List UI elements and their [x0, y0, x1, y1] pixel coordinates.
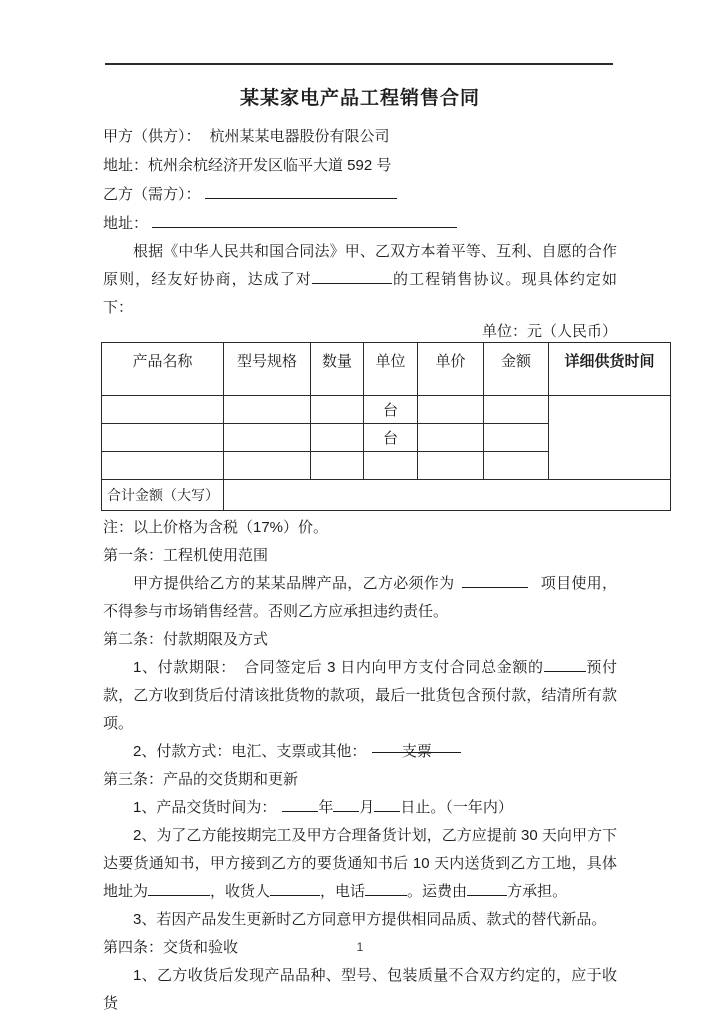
clause2-item2	[103, 738, 617, 766]
intro-text-after: 的工程销售协议。现具体约定如下：	[103, 271, 617, 316]
cell-model	[224, 424, 311, 452]
intro-paragraph	[103, 238, 617, 322]
cell-name	[102, 396, 224, 424]
clause2-item1	[103, 654, 617, 738]
total-amount-value	[224, 480, 671, 511]
address-b-line	[103, 209, 617, 238]
day-label: 日止。（一年内）	[400, 799, 513, 816]
freight-party-blank	[467, 881, 507, 896]
intro-blank	[312, 269, 392, 284]
clause3-item1-lead: 1、产品交货时间为：	[133, 799, 277, 816]
clause1-text-after: 项目使用，不得参与市场销售经营。否则乙方应承担违约责任。	[103, 575, 617, 620]
clause1-paragraph	[103, 570, 617, 626]
table-row	[102, 396, 671, 424]
goods-table	[101, 342, 671, 511]
cell-model	[224, 396, 311, 424]
tax-note: 注：以上价格为含税（17%）价。	[103, 519, 329, 536]
currency-unit-note: 单位：元（人民币）	[481, 323, 617, 340]
clause4-item1: 1、乙方收货后发现产品品种、型号、包装质量不合双方约定的，应于收货	[103, 967, 617, 1012]
address-b-label: 地址：	[103, 215, 149, 232]
party-b-label: 乙方（需方）：	[103, 186, 201, 203]
party-b-blank	[205, 184, 397, 199]
clause3-heading: 第三条：产品的交货期和更新	[103, 771, 299, 788]
clause2-item2-before: 2、付款方式：电汇、支票或其他：	[133, 743, 367, 760]
col-product-name: 产品名称	[102, 343, 224, 396]
total-amount-label: 合计金额（大写）	[102, 480, 224, 511]
cell-price	[418, 452, 484, 480]
col-supply-time: 详细供货时间	[549, 343, 671, 396]
cell-price	[418, 424, 484, 452]
address-a-label: 地址：	[103, 157, 149, 174]
party-a-value: 杭州某某电器股份有限公司	[209, 128, 390, 145]
party-a-line	[103, 122, 617, 151]
cell-qty	[311, 396, 364, 424]
month-blank	[333, 797, 359, 812]
year-label: 年	[318, 799, 334, 816]
cell-supply-time	[549, 396, 671, 480]
clause3-item2	[103, 822, 617, 906]
delivery-address-blank	[148, 881, 210, 896]
cell-unit	[364, 452, 418, 480]
clause2-item1-before: 1、付款期限： 合同签定后 3 日内向甲方支付合同总金额的	[133, 659, 544, 676]
party-b-line	[103, 180, 617, 209]
cell-qty	[311, 452, 364, 480]
cell-amount	[484, 424, 549, 452]
day-blank	[374, 797, 400, 812]
page-number: 1	[356, 940, 364, 954]
col-unit: 单位	[364, 343, 418, 396]
cell-qty	[311, 424, 364, 452]
col-unit-price: 单价	[418, 343, 484, 396]
cell-price	[418, 396, 484, 424]
clause1-heading: 第一条：工程机使用范围	[103, 547, 269, 564]
clause4-heading: 第四条：交货和验收	[103, 939, 239, 956]
col-quantity: 数量	[311, 343, 364, 396]
phone-blank	[365, 881, 407, 896]
cell-name	[102, 424, 224, 452]
cell-model	[224, 452, 311, 480]
cell-amount	[484, 452, 549, 480]
col-amount: 金额	[484, 343, 549, 396]
cell-unit: 台	[364, 396, 418, 424]
address-b-blank	[152, 213, 457, 228]
clause3-item3: 3、若因产品发生更新时乙方同意甲方提供相同品质、款式的替代新品。	[133, 911, 607, 928]
cell-name	[102, 452, 224, 480]
clause3-item1	[103, 794, 617, 822]
payment-method-blank: 支票	[372, 738, 461, 753]
cell-amount	[484, 396, 549, 424]
party-a-label: 甲方（供方）：	[103, 128, 201, 145]
clause3-item2-seg1: 2、为了乙方能按期完工及甲方合理备货计划，乙方应提前 30 天向甲方下达要货通知书，甲方接到乙方的要货通知书后 10 天内送货到乙方工地，具体地址为	[103, 827, 617, 900]
table-total-row	[102, 480, 671, 511]
address-a-line	[103, 151, 617, 180]
clause2-heading: 第二条：付款期限及方式	[103, 631, 269, 648]
prepay-blank	[544, 657, 586, 672]
party-fields	[103, 122, 617, 238]
clause3-item2-seg4: 。运费由	[407, 883, 468, 900]
clause3-item2-seg2: ，收货人	[210, 883, 271, 900]
receiver-blank	[270, 881, 320, 896]
clause3-item2-seg3: ，电话	[320, 883, 366, 900]
clause3-item2-seg5: 方承担。	[507, 883, 568, 900]
month-label: 月	[359, 799, 375, 816]
cell-unit: 台	[364, 424, 418, 452]
clause2-item1-after: 预付款，乙方收到货后付清该批货物的款项，最后一批货包含预付款，结清所有款项。	[103, 659, 617, 732]
col-model-spec: 型号规格	[224, 343, 311, 396]
page-title: 某某家电产品工程销售合同	[239, 88, 480, 109]
intro-text-before: 根据《中华人民共和国合同法》甲、乙双方本着平等、互利、自愿的合作原则，经友好协商，达成了对	[103, 243, 617, 288]
header-rule	[105, 63, 613, 65]
clause1-text-before: 甲方提供给乙方的某某品牌产品，乙方必须作为	[133, 575, 455, 592]
address-a-value: 杭州余杭经济开发区临平大道 592 号	[148, 157, 392, 174]
project-blank	[462, 573, 528, 588]
year-blank	[282, 797, 318, 812]
table-header-row	[102, 343, 671, 396]
